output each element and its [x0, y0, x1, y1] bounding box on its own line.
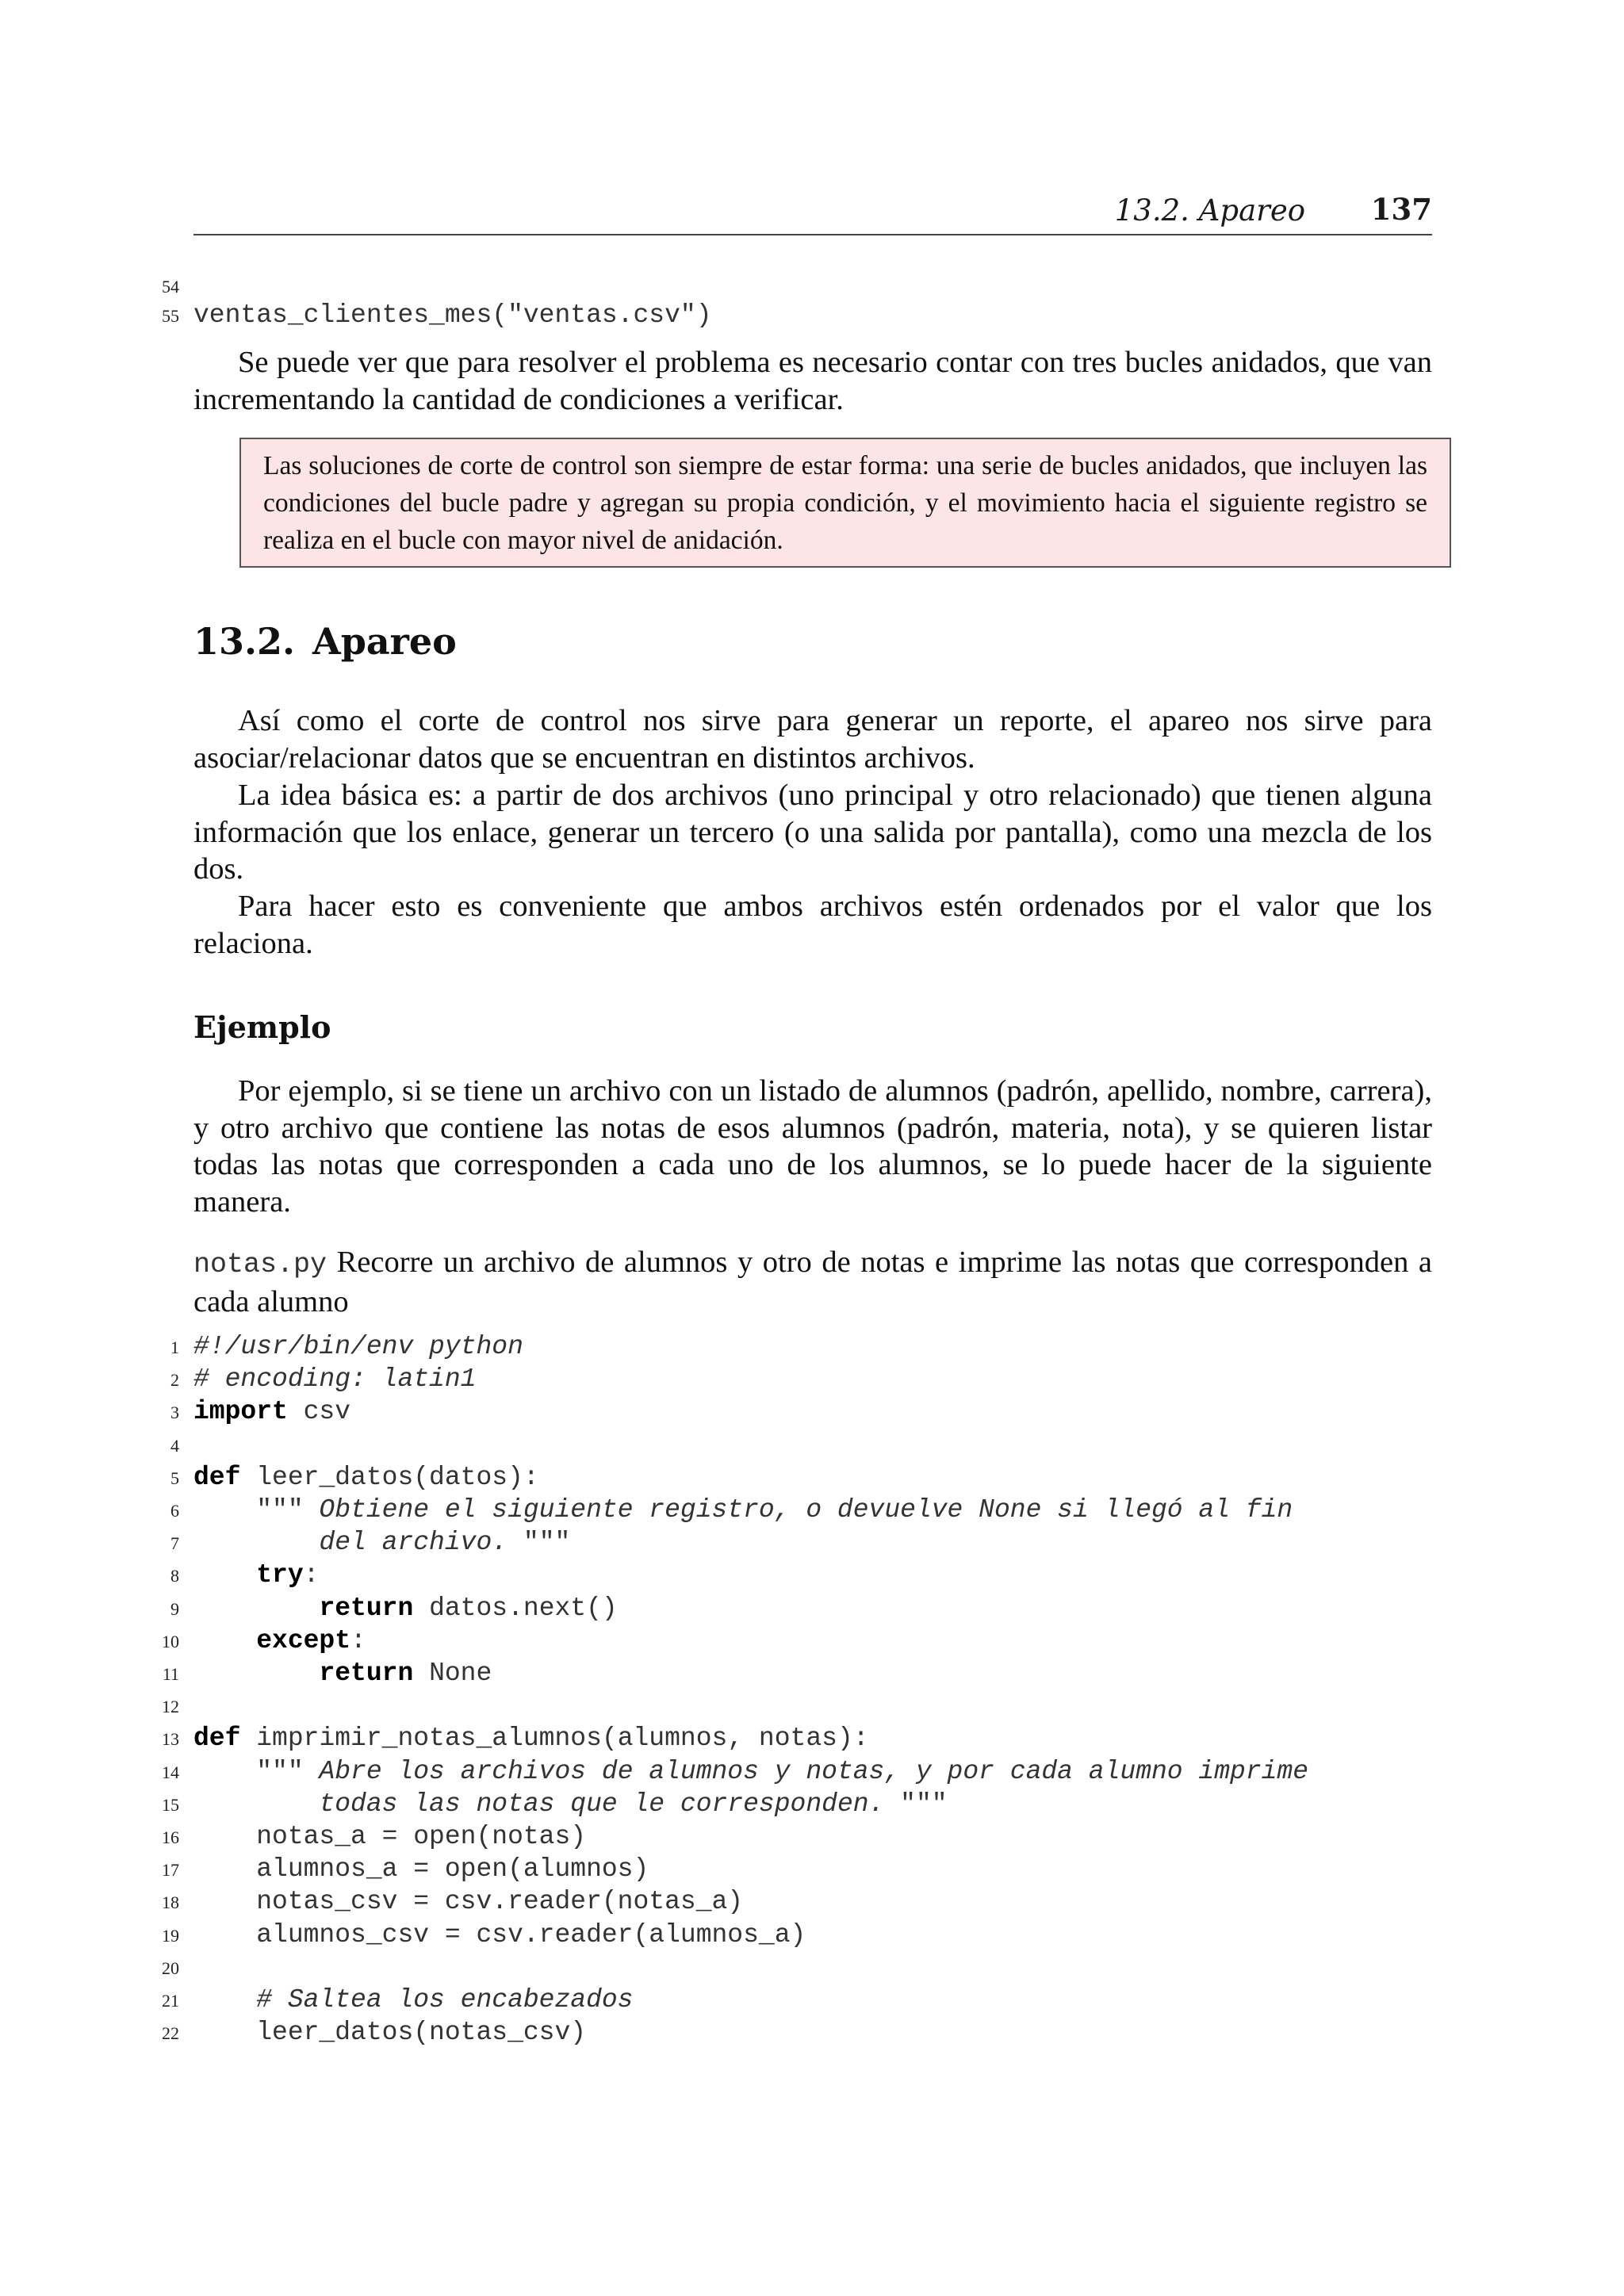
code-line [0, 1984, 1624, 2016]
code-line [0, 1919, 1624, 1951]
code-line [0, 1853, 1624, 1885]
code-text: del archivo. """ [319, 1528, 571, 1558]
code-text: except: [256, 1625, 366, 1655]
code-line [0, 2016, 1624, 2049]
code-text: alumnos_a = open(alumnos) [193, 1854, 649, 1885]
line-number: 12 [162, 1697, 179, 1717]
code-line [0, 1755, 1624, 1788]
code-text: import csv [193, 1397, 351, 1427]
code-text: # Saltea los encabezados [193, 1985, 634, 2015]
code-text: #!/usr/bin/env python [193, 1332, 523, 1361]
line-number: 1 [170, 1337, 179, 1357]
section-title: Apareo [312, 620, 457, 663]
code-text: todas las notas que le corresponden. """ [319, 1789, 948, 1819]
code-text: ventas_clientes_mes("ventas.csv") [193, 300, 712, 330]
section-heading [193, 620, 457, 663]
line-number: 20 [162, 1957, 179, 1978]
code-line [0, 270, 1624, 302]
code-line [0, 1689, 1624, 1722]
line-number: 13 [162, 1729, 179, 1750]
paragraph-idea-basica: La idea básica es: a partir de dos archivos (uno principal y otro relacionado) que tienen alguna información que los enlace, generar un tercero (o una salida por pantalla), como una mezcla de los dos. [193, 779, 1432, 886]
line-number: 18 [162, 1892, 179, 1913]
line-number: 22 [162, 2023, 179, 2044]
code-text: leer_datos(notas_csv) [193, 2018, 587, 2048]
line-number: 55 [162, 306, 179, 326]
code-text: try: [256, 1560, 320, 1590]
code-text: notas_csv = csv.reader(notas_a) [193, 1887, 744, 1917]
running-header-section: 13.2. Apareo [1114, 193, 1305, 228]
code-text: """ Obtiene el siguiente registro, o devuelve None si llegó al fin [193, 1495, 1293, 1525]
line-number: 10 [162, 1631, 179, 1651]
code-line [0, 1559, 1624, 1591]
note-box: Las soluciones de corte de control son siempre de estar forma: una serie de bucles anidados, que incluyen las condiciones del bucle padre y agregan su propia condición, y el movimiento hacia el siguiente registro se realiza en el bucle con mayor nivel de anidación. [239, 438, 1451, 568]
paragraph-ordenados: Para hacer esto es conveniente que ambos archivos estén ordenados por el valor que los relaciona. [193, 890, 1432, 960]
code-line [0, 1885, 1624, 1918]
code-text: def imprimir_notas_alumnos(alumnos, notas): [193, 1724, 869, 1754]
line-number: 3 [170, 1402, 179, 1423]
code-line [0, 1592, 1624, 1624]
line-number: 17 [162, 1860, 179, 1881]
code-text: return None [319, 1659, 492, 1688]
line-number: 8 [170, 1566, 179, 1586]
code-text: """ Abre los archivos de alumnos y notas, y por cada alumno imprime [193, 1756, 1309, 1786]
code-line [0, 1494, 1624, 1526]
code-line [0, 1820, 1624, 1853]
page-number: 137 [1370, 192, 1432, 227]
line-number: 6 [170, 1501, 179, 1521]
line-number: 7 [170, 1533, 179, 1554]
code-line [0, 1363, 1624, 1395]
code-line [0, 1788, 1624, 1820]
line-number: 54 [162, 277, 179, 297]
paragraph-bucles: Se puede ver que para resolver el problema es necesario contar con tres bucles anidados, que van incrementando la cantidad de condiciones a verificar. [193, 346, 1432, 416]
subsection-heading: Ejemplo [193, 1009, 331, 1045]
line-number: 19 [162, 1925, 179, 1946]
code-text: def leer_datos(datos): [193, 1462, 539, 1492]
line-number: 11 [162, 1664, 179, 1684]
code-line [0, 1657, 1624, 1689]
line-number: 9 [170, 1598, 179, 1619]
code-text: alumnos_csv = csv.reader(alumnos_a) [193, 1919, 806, 1950]
paragraph-apareo-intro: Así como el corte de control nos sirve para generar un reporte, el apareo nos sirve para asociar/relacionar datos que se encuentran en distintos archivos. [193, 704, 1432, 775]
line-number: 14 [162, 1762, 179, 1782]
paragraph-ejemplo: Por ejemplo, si se tiene un archivo con un listado de alumnos (padrón, apellido, nombre, carrera), y otro archivo que contiene las notas de esos alumnos (padrón, materia, nota), y se quieren listar todas las notas que corresponden a cada uno de los alumnos, se lo puede hacer de la siguiente manera. [193, 1074, 1432, 1219]
line-number: 21 [162, 1991, 179, 2011]
code-line [0, 1429, 1624, 1461]
line-number: 4 [170, 1435, 179, 1456]
code-line [0, 1624, 1624, 1657]
code-line [0, 1951, 1624, 1984]
header-rule [193, 234, 1432, 235]
code-text: notas_a = open(notas) [193, 1822, 587, 1851]
listing-filename: notas.py [193, 1249, 327, 1280]
code-line [0, 1722, 1624, 1755]
running-header [193, 190, 1432, 238]
line-number: 16 [162, 1827, 179, 1847]
code-line [0, 1395, 1624, 1428]
code-text: # encoding: latin1 [193, 1364, 477, 1395]
code-line [0, 299, 1624, 331]
code-line [0, 1461, 1624, 1494]
line-number: 2 [170, 1370, 179, 1391]
listing-caption-text: Recorre un archivo de alumnos y otro de notas e imprime las notas que corresponden a cada alumno [193, 1246, 1432, 1318]
listing-caption [193, 1244, 1432, 1320]
line-number: 15 [162, 1794, 179, 1815]
line-number: 5 [170, 1468, 179, 1488]
code-text: return datos.next() [319, 1593, 618, 1623]
code-line [0, 1526, 1624, 1559]
code-line [0, 1330, 1624, 1363]
section-number: 13.2. [193, 620, 296, 663]
